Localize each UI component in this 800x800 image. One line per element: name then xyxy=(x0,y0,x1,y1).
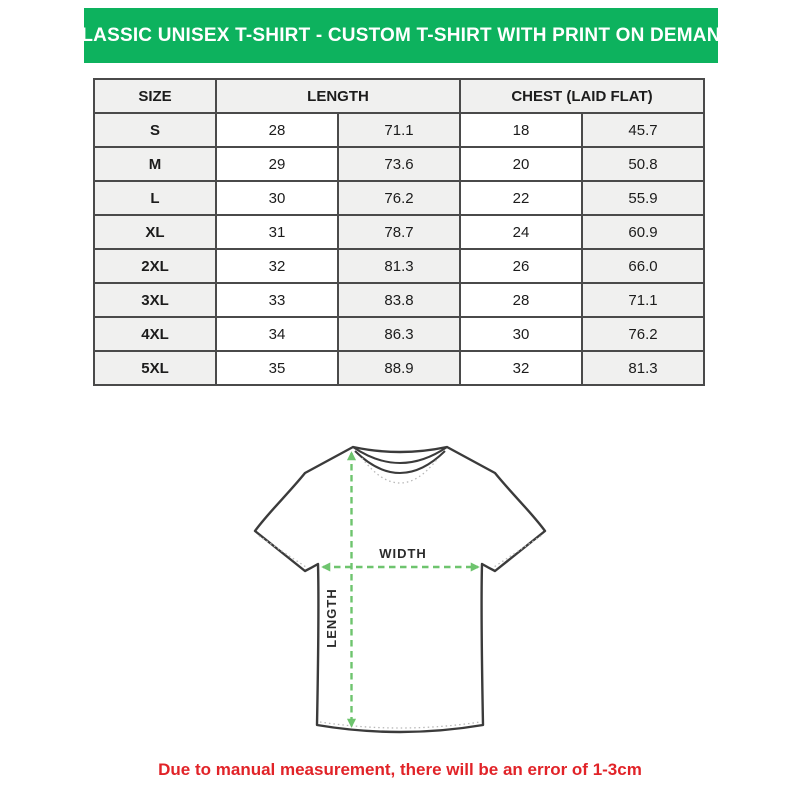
cell-length-cm: 78.7 xyxy=(338,215,460,249)
table-row xyxy=(94,249,704,283)
table-header-row xyxy=(94,79,704,113)
table-row xyxy=(94,317,704,351)
table-row xyxy=(94,215,704,249)
table-row xyxy=(94,351,704,385)
size-chart-table xyxy=(93,78,705,386)
measurement-note: Due to manual measurement, there will be an error of 1-3cm xyxy=(158,760,642,779)
cell-chest-cm: 60.9 xyxy=(582,215,704,249)
cell-size: S xyxy=(94,113,216,147)
cell-size: L xyxy=(94,181,216,215)
cell-length-cm: 88.9 xyxy=(338,351,460,385)
cell-chest-in: 32 xyxy=(460,351,582,385)
cell-length-in: 33 xyxy=(216,283,338,317)
cell-size: 2XL xyxy=(94,249,216,283)
cell-length-in: 28 xyxy=(216,113,338,147)
cell-chest-cm: 45.7 xyxy=(582,113,704,147)
cell-length-in: 30 xyxy=(216,181,338,215)
width-label: WIDTH xyxy=(379,546,427,561)
header-chest: CHEST (LAID FLAT) xyxy=(460,79,704,113)
table-row xyxy=(94,283,704,317)
cell-chest-in: 30 xyxy=(460,317,582,351)
table-row xyxy=(94,181,704,215)
tshirt-diagram xyxy=(250,442,550,742)
cell-length-in: 35 xyxy=(216,351,338,385)
cell-length-in: 34 xyxy=(216,317,338,351)
cell-size: 4XL xyxy=(94,317,216,351)
page-title: CLASSIC UNISEX T-SHIRT - CUSTOM T-SHIRT WITH PRINT ON DEMAND xyxy=(67,24,735,46)
cell-length-cm: 76.2 xyxy=(338,181,460,215)
cell-length-cm: 83.8 xyxy=(338,283,460,317)
cell-chest-cm: 66.0 xyxy=(582,249,704,283)
tshirt-outline xyxy=(255,447,545,732)
cell-chest-in: 26 xyxy=(460,249,582,283)
cell-length-cm: 81.3 xyxy=(338,249,460,283)
tshirt-svg xyxy=(250,442,550,742)
table-row xyxy=(94,113,704,147)
cell-size: 5XL xyxy=(94,351,216,385)
length-label: LENGTH xyxy=(324,588,339,648)
cell-length-in: 31 xyxy=(216,215,338,249)
cell-length-in: 29 xyxy=(216,147,338,181)
cell-chest-cm: 55.9 xyxy=(582,181,704,215)
cell-length-cm: 71.1 xyxy=(338,113,460,147)
title-banner xyxy=(67,8,735,63)
cell-chest-cm: 71.1 xyxy=(582,283,704,317)
cell-size: M xyxy=(94,147,216,181)
cell-length-cm: 73.6 xyxy=(338,147,460,181)
cell-chest-in: 22 xyxy=(460,181,582,215)
cell-size: 3XL xyxy=(94,283,216,317)
cell-chest-cm: 81.3 xyxy=(582,351,704,385)
cell-length-cm: 86.3 xyxy=(338,317,460,351)
table-row xyxy=(94,147,704,181)
cell-length-in: 32 xyxy=(216,249,338,283)
cell-chest-cm: 76.2 xyxy=(582,317,704,351)
header-size: SIZE xyxy=(94,79,216,113)
cell-chest-in: 20 xyxy=(460,147,582,181)
cell-chest-in: 24 xyxy=(460,215,582,249)
cell-size: XL xyxy=(94,215,216,249)
cell-chest-in: 28 xyxy=(460,283,582,317)
cell-chest-cm: 50.8 xyxy=(582,147,704,181)
cell-chest-in: 18 xyxy=(460,113,582,147)
header-length: LENGTH xyxy=(216,79,460,113)
